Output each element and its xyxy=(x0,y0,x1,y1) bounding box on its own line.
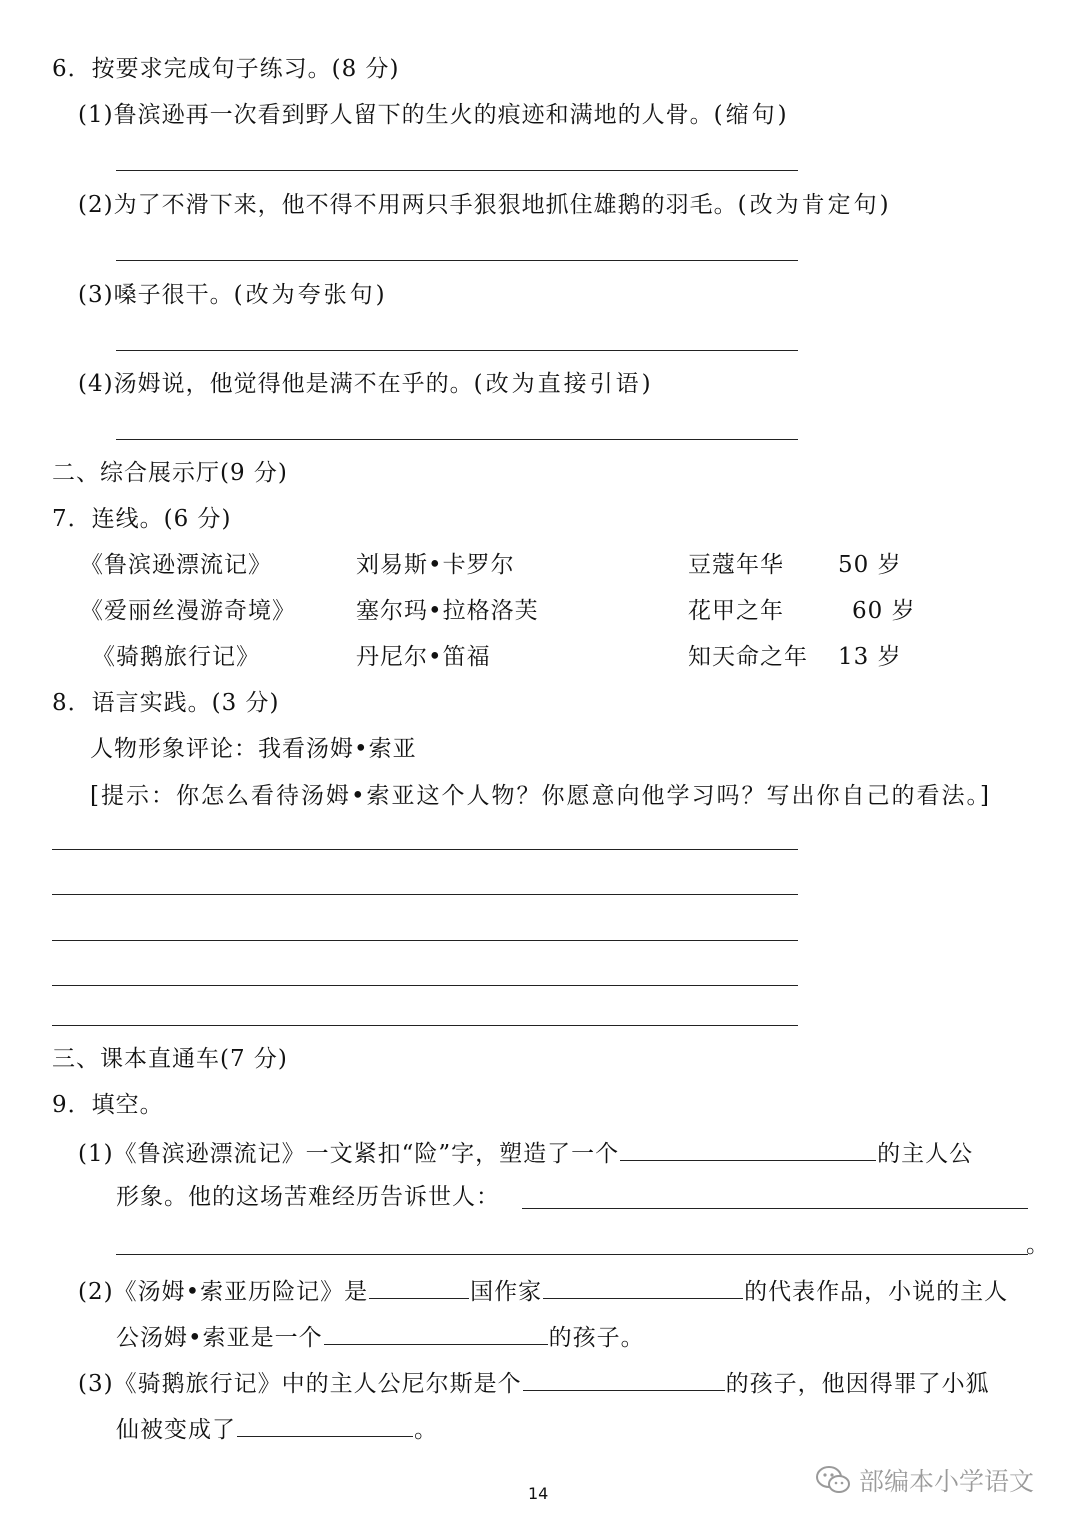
q9-part-2-text-d: 公汤姆•索亚是一个 xyxy=(116,1325,323,1351)
q8-hint: [提示：你怎么看待汤姆•索亚这个人物？你愿意向他学习吗？写出你自己的看法。] xyxy=(90,783,992,809)
q9-part-3-text-a: 《骑鹅旅行记》中的主人公尼尔斯是个 xyxy=(113,1371,522,1397)
q6-item-1-hint: (缩句) xyxy=(713,102,790,128)
q7-book-2[interactable]: 《爱丽丝漫游奇境》 xyxy=(80,598,296,624)
answer-line-q6-2[interactable] xyxy=(116,260,798,261)
answer-line-q6-3[interactable] xyxy=(116,350,798,351)
q9-title: 9．填空。 xyxy=(52,1092,164,1118)
watermark-text: 部编本小学语文 xyxy=(859,1467,1035,1496)
q9-part-2-line-1 xyxy=(78,1274,1008,1307)
q6-item-1-text: (1)鲁滨逊再一次看到野人留下的生火的痕迹和满地的人骨。 xyxy=(78,102,714,128)
q7-book-1[interactable]: 《鲁滨逊漂流记》 xyxy=(80,552,272,578)
q7-author-2[interactable]: 塞尔玛•拉格洛芙 xyxy=(356,598,539,624)
blank-q9-3-b[interactable] xyxy=(237,1412,413,1437)
q6-item-4 xyxy=(78,369,654,399)
q9-part-2-text-c: 的代表作品，小说的主人 xyxy=(744,1279,1009,1305)
q7-book-3[interactable]: 《骑鹅旅行记》 xyxy=(92,644,260,670)
answer-line-q8-5[interactable] xyxy=(52,1025,798,1026)
q7-age-2[interactable]: 60 岁 xyxy=(852,598,916,624)
q8-title: 8．语言实践。(3 分) xyxy=(52,690,280,716)
blank-q9-2-b[interactable] xyxy=(543,1274,743,1299)
answer-line-q8-4[interactable] xyxy=(52,985,798,986)
answer-line-q8-3[interactable] xyxy=(52,940,798,941)
q6-item-2-hint: (改为肯定句) xyxy=(737,192,892,218)
blank-q9-2-a[interactable] xyxy=(369,1274,469,1299)
q6-item-3-text: (3)嗓子很干。 xyxy=(78,282,234,308)
q8-subtitle: 人物形象评论：我看汤姆•索亚 xyxy=(90,736,417,762)
q7-term-2[interactable]: 花甲之年 xyxy=(688,598,784,624)
q9-part-2-text-e: 的孩子。 xyxy=(548,1325,645,1351)
q9-part-3-line-1 xyxy=(78,1366,990,1399)
answer-line-q6-1[interactable] xyxy=(116,170,798,171)
q7-term-3[interactable]: 知天命之年 xyxy=(688,644,808,670)
q9-part-1-num: (1) xyxy=(78,1141,114,1167)
q9-part-2-text-b: 国作家 xyxy=(470,1279,543,1305)
blank-q9-1-b[interactable] xyxy=(522,1208,1028,1209)
q6-item-1 xyxy=(78,100,790,130)
q6-item-3-hint: (改为夸张句) xyxy=(233,282,388,308)
q9-part-2-line-2 xyxy=(116,1320,645,1353)
q7-title: 7．连线。(6 分) xyxy=(52,506,232,532)
q9-part-2-num: (2) xyxy=(78,1279,114,1305)
q9-part-1-text-b: 的主人公 xyxy=(877,1141,974,1167)
q9-part-3-num: (3) xyxy=(78,1371,114,1397)
blank-q9-3-a[interactable] xyxy=(523,1366,725,1391)
blank-q9-1-a[interactable] xyxy=(620,1136,876,1161)
q6-title: 6．按要求完成句子练习。(8 分) xyxy=(52,56,400,82)
q9-part-3-text-c: 仙被变成了 xyxy=(116,1417,236,1443)
section-2-title: 二、综合展示厅(9 分) xyxy=(52,460,288,486)
q9-part-3-text-d: 。 xyxy=(414,1417,438,1443)
q7-author-1[interactable]: 刘易斯•卡罗尔 xyxy=(356,552,515,578)
q9-part-1-line-1 xyxy=(78,1136,973,1169)
wechat-icon xyxy=(815,1465,851,1495)
q9-part-1-text-a: 《鲁滨逊漂流记》一文紧扣“险”字，塑造了一个 xyxy=(113,1141,620,1167)
q7-age-3[interactable]: 13 岁 xyxy=(838,644,902,670)
blank-q9-2-c[interactable] xyxy=(324,1320,548,1345)
watermark xyxy=(815,1462,1034,1498)
q7-age-1[interactable]: 50 岁 xyxy=(838,552,902,578)
q9-part-1-line-2 xyxy=(116,1182,500,1212)
q6-item-2 xyxy=(78,190,892,220)
q6-item-4-hint: (改为直接引语) xyxy=(473,371,654,397)
answer-line-q8-2[interactable] xyxy=(52,894,798,895)
q6-item-3 xyxy=(78,280,388,310)
q9-part-2-text-a: 《汤姆•索亚历险记》是 xyxy=(113,1279,369,1305)
q9-part-1-period: 。 xyxy=(1026,1232,1050,1258)
q6-item-4-text: (4)汤姆说，他觉得他是满不在乎的。 xyxy=(78,371,474,397)
q9-part-3-text-b: 的孩子，他因得罪了小狐 xyxy=(725,1371,990,1397)
q7-author-3[interactable]: 丹尼尔•笛福 xyxy=(356,644,491,670)
q9-part-1-text-c: 形象。他的这场苦难经历告诉世人： xyxy=(116,1184,500,1210)
q7-term-1[interactable]: 豆蔻年华 xyxy=(688,552,784,578)
blank-q9-1-c[interactable] xyxy=(116,1254,1028,1255)
answer-line-q8-1[interactable] xyxy=(52,849,798,850)
answer-line-q6-4[interactable] xyxy=(116,439,798,440)
q9-part-3-line-2 xyxy=(116,1412,438,1445)
q6-item-2-text: (2)为了不滑下来，他不得不用两只手狠狠地抓住雄鹅的羽毛。 xyxy=(78,192,738,218)
section-3-title: 三、课本直通车(7 分) xyxy=(52,1046,288,1072)
page-number: 14 xyxy=(528,1484,549,1503)
